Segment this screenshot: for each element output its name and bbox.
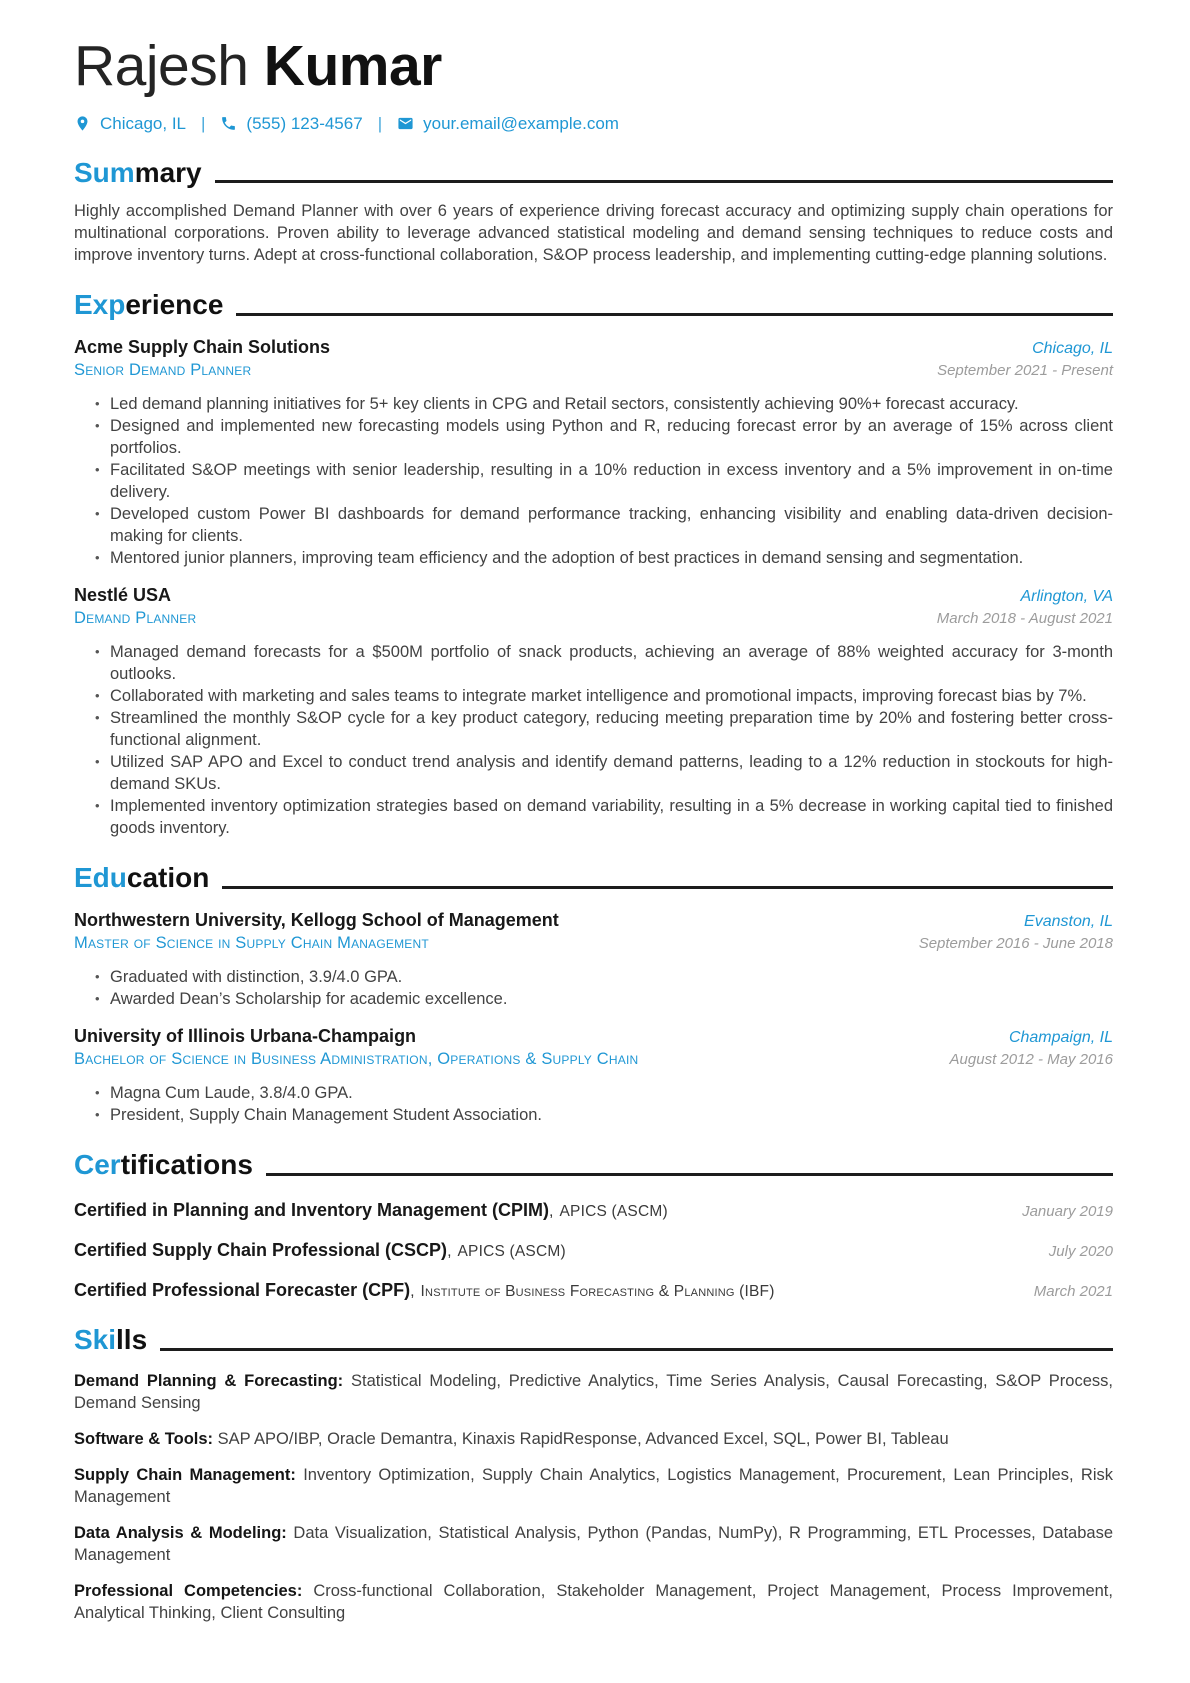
title-rest: erience (125, 289, 224, 321)
certification-text (74, 1280, 775, 1301)
school-entry (74, 1026, 1113, 1126)
bullet-item: • President, Supply Chain Management Student Association. (74, 1104, 1113, 1126)
section-rule (236, 313, 1113, 316)
bullet-item: • Awarded Dean’s Scholarship for academic excellence. (74, 988, 1113, 1010)
school-bullets (74, 1082, 1113, 1126)
school-dates: September 2016 - June 2018 (918, 934, 1113, 952)
experience-title (74, 290, 1113, 321)
skill-line (74, 1522, 1113, 1566)
degree-name: Bachelor of Science in Business Administration, Operations & Supply Chain (74, 1049, 639, 1068)
phone-text: (555) 123-4567 (246, 113, 363, 133)
contact-email[interactable] (397, 114, 619, 134)
envelope-icon (397, 115, 414, 132)
contact-separator: | (377, 113, 383, 133)
skills-title (74, 1325, 1113, 1356)
certification-separator: , (447, 1242, 452, 1260)
title-rest: tifications (120, 1148, 253, 1180)
school-bullets (74, 966, 1113, 1010)
certifications-section (74, 1150, 1113, 1301)
job-location: Chicago, IL (1032, 340, 1113, 358)
degree-name: Master of Science in Supply Chain Management (74, 933, 429, 952)
job-header (74, 585, 1113, 628)
certification-date: March 2021 (1033, 1282, 1113, 1300)
section-rule (222, 886, 1113, 889)
title-rest: lls (116, 1323, 148, 1355)
certification-row (74, 1200, 1113, 1221)
bullet-item: • Designed and implemented new forecasting models using Python and R, reducing forecast error by an average of 15% across client portfolios. (74, 415, 1113, 459)
job-bullets (74, 393, 1113, 569)
summary-title (74, 158, 1113, 189)
bullet-item: • Facilitated S&OP meetings with senior leadership, resulting in a 10% reduction in excess inventory and a 5% improvement in on-time delivery. (74, 459, 1113, 503)
school-header (74, 1026, 1113, 1069)
job-bullets (74, 641, 1113, 839)
skill-category-label: Software & Tools: (74, 1429, 214, 1448)
first-name: Rajesh (74, 34, 249, 98)
job-dates: September 2021 - Present (937, 362, 1113, 380)
school-name: Northwestern University, Kellogg School of Management (74, 909, 559, 930)
location-text: Chicago, IL (100, 113, 186, 133)
skill-category-label: Supply Chain Management: (74, 1465, 296, 1484)
certification-row (74, 1280, 1113, 1301)
title-accent: Cer (74, 1148, 121, 1180)
bullet-item: • Managed demand forecasts for a $500M portfolio of snack products, achieving an average of 88% weighted accuracy for 3-month outlooks. (74, 641, 1113, 685)
experience-section (74, 290, 1113, 839)
school-dates: August 2012 - May 2016 (949, 1050, 1113, 1068)
title-accent: Exp (74, 289, 126, 321)
job-entry (74, 337, 1113, 569)
bullet-item: • Streamlined the monthly S&OP cycle for a key product category, reducing meeting preparation time by 20% and fostering better cross-functional alignment. (74, 707, 1113, 751)
bullet-item: • Collaborated with marketing and sales teams to integrate market intelligence and promotional impacts, improving forecast bias by 7%. (74, 685, 1113, 707)
company-name: Nestlé USA (74, 585, 172, 606)
skill-category-text: Data Visualization, Statistical Analysis, Python (Pandas, NumPy), R Programming, ETL Processes, Database Management (74, 1523, 1113, 1564)
certification-separator: , (549, 1202, 554, 1220)
skills-section (74, 1325, 1113, 1624)
school-name: University of Illinois Urbana-Champaign (74, 1025, 417, 1046)
skill-category-text: SAP APO/IBP, Oracle Demantra, Kinaxis RapidResponse, Advanced Excel, SQL, Power BI, Tableau (217, 1429, 949, 1448)
skill-category-label: Demand Planning & Forecasting: (74, 1371, 344, 1390)
location-pin-icon (74, 115, 91, 132)
email-text: your.email@example.com (423, 113, 619, 133)
certification-text (74, 1240, 566, 1261)
certification-org: APICS (ASCM) (559, 1202, 668, 1220)
section-rule (215, 180, 1113, 183)
skill-line (74, 1464, 1113, 1508)
skill-category-text: Statistical Modeling, Predictive Analytics, Time Series Analysis, Causal Forecasting, S&OP Process, Demand Sensing (74, 1371, 1113, 1412)
certification-name: Certified in Planning and Inventory Management (CPIM) (74, 1199, 550, 1220)
job-position: Demand Planner (74, 609, 197, 628)
bullet-item: • Led demand planning initiatives for 5+ key clients in CPG and Retail sectors, consistently achieving 90%+ forecast accuracy. (74, 393, 1113, 415)
certification-name: Certified Professional Forecaster (CPF) (74, 1279, 411, 1300)
person-name (74, 36, 1113, 98)
bullet-item: • Magna Cum Laude, 3.8/4.0 GPA. (74, 1082, 1113, 1104)
skill-line (74, 1428, 1113, 1450)
title-accent: Sum (74, 156, 135, 188)
job-entry (74, 585, 1113, 839)
job-position: Senior Demand Planner (74, 361, 252, 380)
skill-line (74, 1580, 1113, 1624)
skill-category-text: Inventory Optimization, Supply Chain Analytics, Logistics Management, Procurement, Lean Principles, Risk Management (74, 1465, 1113, 1506)
certification-row (74, 1240, 1113, 1261)
contact-phone[interactable] (220, 114, 362, 134)
section-rule (160, 1348, 1113, 1351)
company-name: Acme Supply Chain Solutions (74, 337, 331, 358)
last-name: Kumar (263, 34, 442, 98)
school-entry (74, 910, 1113, 1010)
summary-text: Highly accomplished Demand Planner with over 6 years of experience driving forecast accuracy and optimizing supply chain operations for multinational corporations. Proven ability to leverage advanced statistical modeling and demand sensing techniques to reduce costs and improve inventory turns. Adept at cross-functional collaboration, S&OP process leadership, and implementing cutting-edge planning solutions. (74, 202, 1113, 265)
certification-date: July 2020 (1048, 1242, 1113, 1260)
skill-line (74, 1370, 1113, 1414)
contact-separator: | (201, 113, 206, 133)
bullet-item: • Developed custom Power BI dashboards for demand performance tracking, enhancing visibility and enabling data-driven decision-making for clients. (74, 503, 1113, 547)
certification-separator: , (410, 1282, 415, 1300)
school-location: Champaign, IL (1008, 1028, 1113, 1046)
job-dates: March 2018 - August 2021 (936, 610, 1113, 628)
summary-section (74, 158, 1113, 267)
education-title (74, 863, 1113, 894)
bullet-item: • Mentored junior planners, improving team efficiency and the adoption of best practices in demand sensing and segmentation. (74, 547, 1113, 569)
skill-category-label: Professional Competencies: (74, 1581, 303, 1600)
phone-icon (220, 115, 237, 132)
job-location: Arlington, VA (1020, 588, 1113, 606)
certification-name: Certified Supply Chain Professional (CSCP) (74, 1239, 448, 1260)
certifications-title (74, 1150, 1113, 1181)
title-rest: mary (134, 156, 202, 188)
skill-category-label: Data Analysis & Modeling: (74, 1523, 287, 1542)
certification-date: January 2019 (1022, 1202, 1113, 1220)
bullet-item: • Graduated with distinction, 3.9/4.0 GPA. (74, 966, 1113, 988)
contact-location (74, 114, 186, 134)
bullet-item: • Utilized SAP APO and Excel to conduct trend analysis and identify demand patterns, leading to a 12% reduction in stockouts for high-demand SKUs. (74, 751, 1113, 795)
job-header (74, 337, 1113, 380)
education-section (74, 863, 1113, 1126)
title-accent: Edu (74, 862, 127, 894)
skill-category-text: Cross-functional Collaboration, Stakeholder Management, Project Management, Process Improvement, Analytical Thinking, Client Consulting (74, 1581, 1113, 1622)
bullet-item: • Implemented inventory optimization strategies based on demand variability, resulting in a 5% decrease in working capital tied to finished goods inventory. (74, 795, 1113, 839)
certification-text (74, 1200, 668, 1221)
school-location: Evanston, IL (1024, 912, 1113, 930)
title-accent: Ski (74, 1323, 117, 1355)
school-header (74, 910, 1113, 953)
section-rule (266, 1173, 1113, 1176)
certification-org: Institute of Business Forecasting & Planning (IBF) (420, 1282, 775, 1300)
contact-row (74, 114, 1113, 134)
title-rest: cation (126, 862, 210, 894)
certification-org: APICS (ASCM) (457, 1242, 566, 1260)
